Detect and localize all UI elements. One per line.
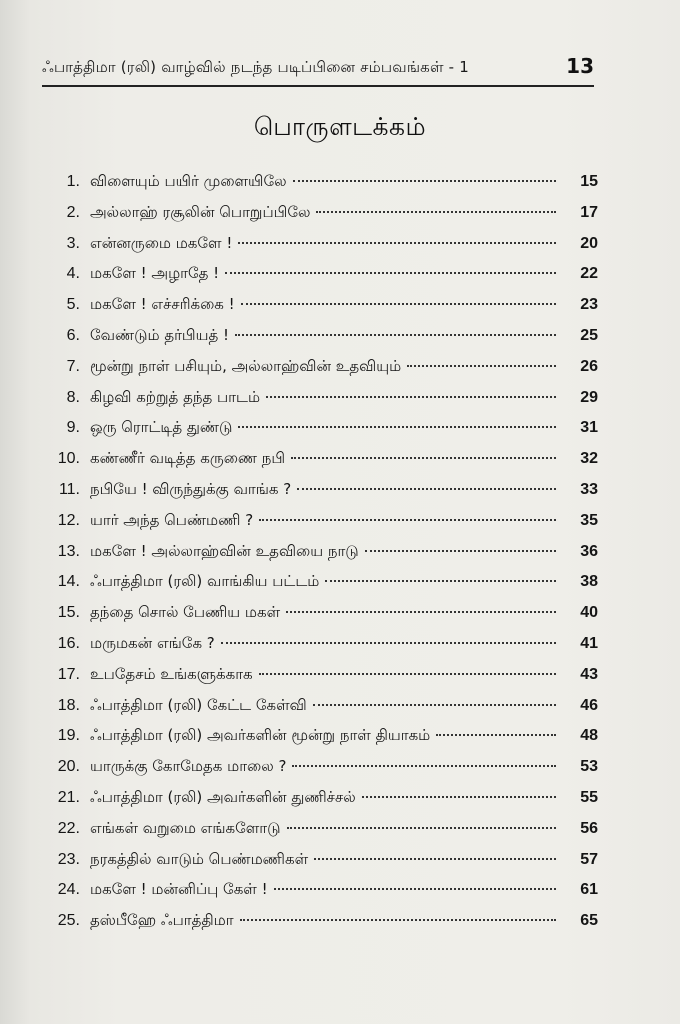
entry-page-number: 46 (580, 696, 598, 714)
toc-entry (50, 597, 598, 628)
entry-number: 20. (57, 758, 80, 776)
toc-entry (50, 874, 598, 905)
dot-leader (235, 334, 556, 336)
toc-entry (50, 228, 598, 259)
entry-title: மகளே ! அல்லாஹ்வின் உதவியை நாடு (90, 541, 359, 560)
entry-number: 23. (57, 850, 80, 868)
entry-number: 18. (57, 696, 80, 714)
entry-page-number: 31 (580, 419, 598, 437)
entry-title: நரகத்தில் வாடும் பெண்மணிகள் (90, 849, 309, 868)
toc-entry (50, 536, 598, 567)
entry-title: மகளே ! மன்னிப்பு கேள் ! (90, 880, 268, 899)
entry-title: ஃபாத்திமா (ரலி) அவர்களின் துணிச்சல் (90, 787, 356, 806)
entry-title: எங்கள் வறுமை எங்களோடு (90, 818, 281, 837)
dot-leader (407, 365, 556, 367)
dot-leader (365, 550, 556, 552)
toc-entry (50, 505, 598, 536)
entry-title: ஃபாத்திமா (ரலி) கேட்ட கேள்வி (90, 695, 307, 714)
entry-number: 16. (57, 634, 80, 652)
entry-title: ஃபாத்திமா (ரலி) அவர்களின் மூன்று நாள் தியாகம் (90, 726, 431, 745)
toc-entry (50, 443, 598, 474)
entry-title: மகளே ! எச்சரிக்கை ! (90, 295, 235, 314)
entry-page-number: 25 (580, 326, 598, 344)
entry-page-number: 57 (580, 850, 598, 868)
entry-title: வேண்டும் தர்பியத் ! (90, 325, 230, 344)
entry-number: 17. (57, 665, 80, 683)
dot-leader (313, 704, 556, 706)
entry-page-number: 20 (580, 234, 598, 252)
entry-number: 4. (66, 265, 80, 283)
entry-title: யார் அந்த பெண்மணி ? (90, 510, 254, 529)
entry-page-number: 29 (580, 388, 598, 406)
dot-leader (241, 303, 556, 305)
toc-entry (50, 166, 598, 197)
entry-title: தந்தை சொல் பேணிய மகள் (90, 603, 281, 622)
toc-entry (50, 751, 598, 782)
dot-leader (286, 611, 556, 613)
entry-page-number: 40 (580, 604, 598, 622)
toc-list (50, 166, 598, 936)
entry-number: 1. (66, 173, 80, 190)
toc-entry (50, 720, 598, 751)
entry-title: என்னருமை மகளே ! (90, 233, 233, 252)
entry-number: 14. (57, 573, 80, 591)
entry-page-number: 22 (580, 265, 598, 283)
dot-leader (316, 211, 556, 213)
dot-leader (240, 919, 556, 921)
toc-entry (50, 474, 598, 505)
entry-number: 19. (57, 727, 80, 745)
dot-leader (291, 457, 556, 459)
entry-title: மூன்று நாள் பசியும், அல்லாஹ்வின் உதவியும் (90, 356, 402, 375)
entry-number: 12. (57, 511, 80, 529)
toc-entry (50, 844, 598, 875)
dot-leader (362, 796, 556, 798)
entry-number: 10. (57, 450, 80, 468)
entry-number: 11. (58, 480, 80, 498)
entry-number: 5. (66, 296, 80, 314)
entry-number: 9. (66, 419, 80, 437)
entry-page-number: 61 (580, 881, 598, 899)
entry-title: உபதேசம் உங்களுக்காக (90, 664, 253, 683)
entry-number: 15. (57, 604, 80, 622)
entry-number: 2. (66, 203, 80, 221)
entry-page-number: 33 (580, 480, 598, 498)
entry-page-number: 38 (580, 573, 598, 591)
entry-page-number: 65 (580, 912, 598, 930)
entry-title: கண்ணீர் வடித்த கருணை நபி (90, 449, 286, 468)
page-number: 13 (566, 54, 594, 78)
entry-page-number: 56 (580, 819, 598, 837)
toc-entry (50, 289, 598, 320)
entry-page-number: 41 (580, 634, 598, 652)
toc-entry (50, 258, 598, 289)
dot-leader (225, 272, 556, 274)
toc-entry (50, 905, 598, 936)
entry-number: 22. (57, 819, 80, 837)
entry-title: விளையும் பயிர் முளையிலே (90, 172, 287, 190)
entry-title: ஒரு ரொட்டித் துண்டு (90, 418, 233, 437)
entry-page-number: 35 (580, 511, 598, 529)
entry-page-number: 32 (580, 450, 598, 468)
dot-leader (436, 734, 556, 736)
entry-title: கிழவி கற்றுத் தந்த பாடம் (90, 387, 261, 406)
toc-heading: பொருளடக்கம் (253, 112, 427, 141)
toc-entry (50, 659, 598, 690)
entry-number: 8. (66, 388, 80, 406)
toc-entry (50, 813, 598, 844)
page-header (42, 54, 594, 84)
toc-entry (50, 412, 598, 443)
toc-entry (50, 628, 598, 659)
dot-leader (238, 242, 556, 244)
toc-entry (50, 782, 598, 813)
toc-entry (50, 566, 598, 597)
entry-page-number: 26 (580, 357, 598, 375)
entry-title: ஃபாத்திமா (ரலி) வாங்கிய பட்டம் (90, 572, 320, 591)
entry-title: தஸ்பீஹே ஃபாத்திமா (90, 911, 234, 930)
entry-number: 7. (66, 357, 80, 375)
dot-leader (314, 858, 556, 860)
header-rule (42, 85, 594, 87)
dot-leader (274, 888, 556, 890)
dot-leader (238, 426, 556, 428)
dot-leader (259, 519, 556, 521)
entry-page-number: 36 (580, 542, 598, 560)
toc-entry (50, 382, 598, 413)
entry-number: 6. (66, 326, 80, 344)
entry-number: 25. (57, 912, 80, 930)
dot-leader (297, 488, 556, 490)
dot-leader (259, 673, 556, 675)
toc-entry (50, 690, 598, 721)
toc-entry (50, 351, 598, 382)
entry-page-number: 15 (580, 173, 598, 190)
entry-page-number: 48 (580, 727, 598, 745)
entry-number: 13. (57, 542, 80, 560)
dot-leader (325, 580, 556, 582)
toc-entry (50, 320, 598, 351)
running-title: ஃபாத்திமா (ரலி) வாழ்வில் நடந்த படிப்பினை சம்பவங்கள் - 1 (42, 58, 469, 76)
entry-title: அல்லாஹ் ரசூலின் பொறுப்பிலே (90, 202, 311, 221)
entry-title: மருமகன் எங்கே ? (90, 633, 215, 652)
entry-title: யாருக்கு கோமேதக மாலை ? (90, 757, 287, 776)
dot-leader (292, 765, 556, 767)
entry-page-number: 43 (580, 665, 598, 683)
toc-entry (50, 197, 598, 228)
entry-title: மகளே ! அழாதே ! (90, 264, 220, 283)
entry-page-number: 17 (580, 203, 598, 221)
entry-number: 3. (66, 234, 80, 252)
dot-leader (266, 396, 556, 398)
dot-leader (221, 642, 556, 644)
entry-number: 21. (57, 788, 80, 806)
entry-title: நபியே ! விருந்துக்கு வாங்க ? (90, 479, 292, 498)
entry-number: 24. (57, 881, 80, 899)
dot-leader (293, 180, 556, 182)
entry-page-number: 55 (580, 788, 598, 806)
entry-page-number: 53 (580, 758, 598, 776)
entry-page-number: 23 (580, 296, 598, 314)
dot-leader (287, 827, 556, 829)
